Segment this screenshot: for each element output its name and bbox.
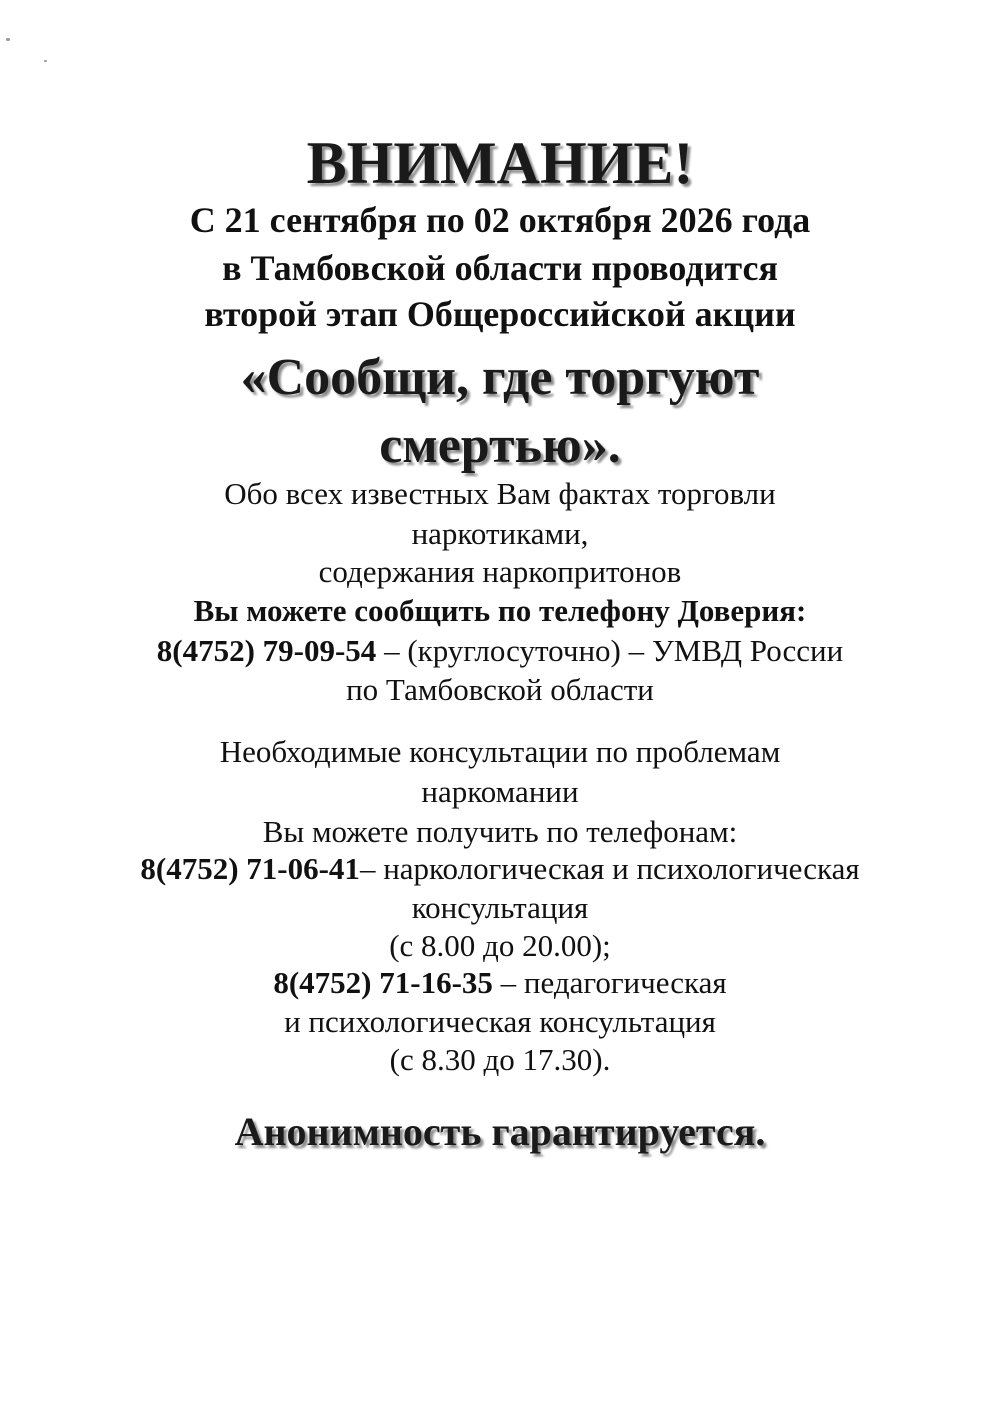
trust-line: Вы можете сообщить по телефону Доверия:	[193, 593, 807, 628]
attention-heading: ВНИМАНИЕ!	[306, 130, 694, 196]
phone3-number: 8(4752) 71-16-35	[273, 965, 493, 1000]
date-line: С 21 сентября по 02 октября 2026 года	[189, 200, 811, 240]
consult-line2: наркомании	[421, 774, 579, 809]
facts-line1: Обо всех известных Вам фактах торговли	[224, 476, 776, 511]
phone3-text: – педагогическая	[492, 965, 727, 1000]
scan-speck	[44, 60, 47, 62]
stage-line: второй этап Общероссийской акции	[204, 294, 796, 334]
region-line: в Тамбовской области проводится	[222, 248, 778, 288]
consult-line3: Вы можете получить по телефонам:	[262, 814, 738, 849]
scan-speck	[6, 38, 10, 41]
facts-line2: наркотиками,	[411, 516, 589, 551]
phone2-number: 8(4752) 71-06-41	[140, 851, 360, 886]
anonymity-line: Анонимность гарантируется.	[234, 1109, 766, 1154]
phone2-line2: консультация	[411, 890, 589, 925]
phone2-text: – наркологическая и психологическая	[359, 851, 860, 886]
consult-line1: Необходимые консультации по проблемам	[219, 734, 781, 769]
phone3-hours: (с 8.30 до 17.30).	[389, 1042, 611, 1077]
phone3-line2: и психологическая консультация	[284, 1004, 716, 1039]
hotline-text: – (круглосуточно) – УМВД России	[376, 633, 844, 668]
action-title-line1: «Сообщи, где торгуют	[240, 349, 760, 406]
phone2-line	[0, 848, 1000, 890]
hotline-line2: по Тамбовской области	[346, 672, 654, 707]
phone2-hours: (с 8.00 до 20.00);	[389, 928, 611, 963]
action-title-line2: смертью».	[379, 417, 621, 474]
facts-line3: содержания наркопритонов	[318, 554, 682, 589]
hotline-number: 8(4752) 79-09-54	[156, 633, 377, 668]
hotline-line	[0, 630, 1000, 672]
phone3-line	[0, 962, 1000, 1004]
